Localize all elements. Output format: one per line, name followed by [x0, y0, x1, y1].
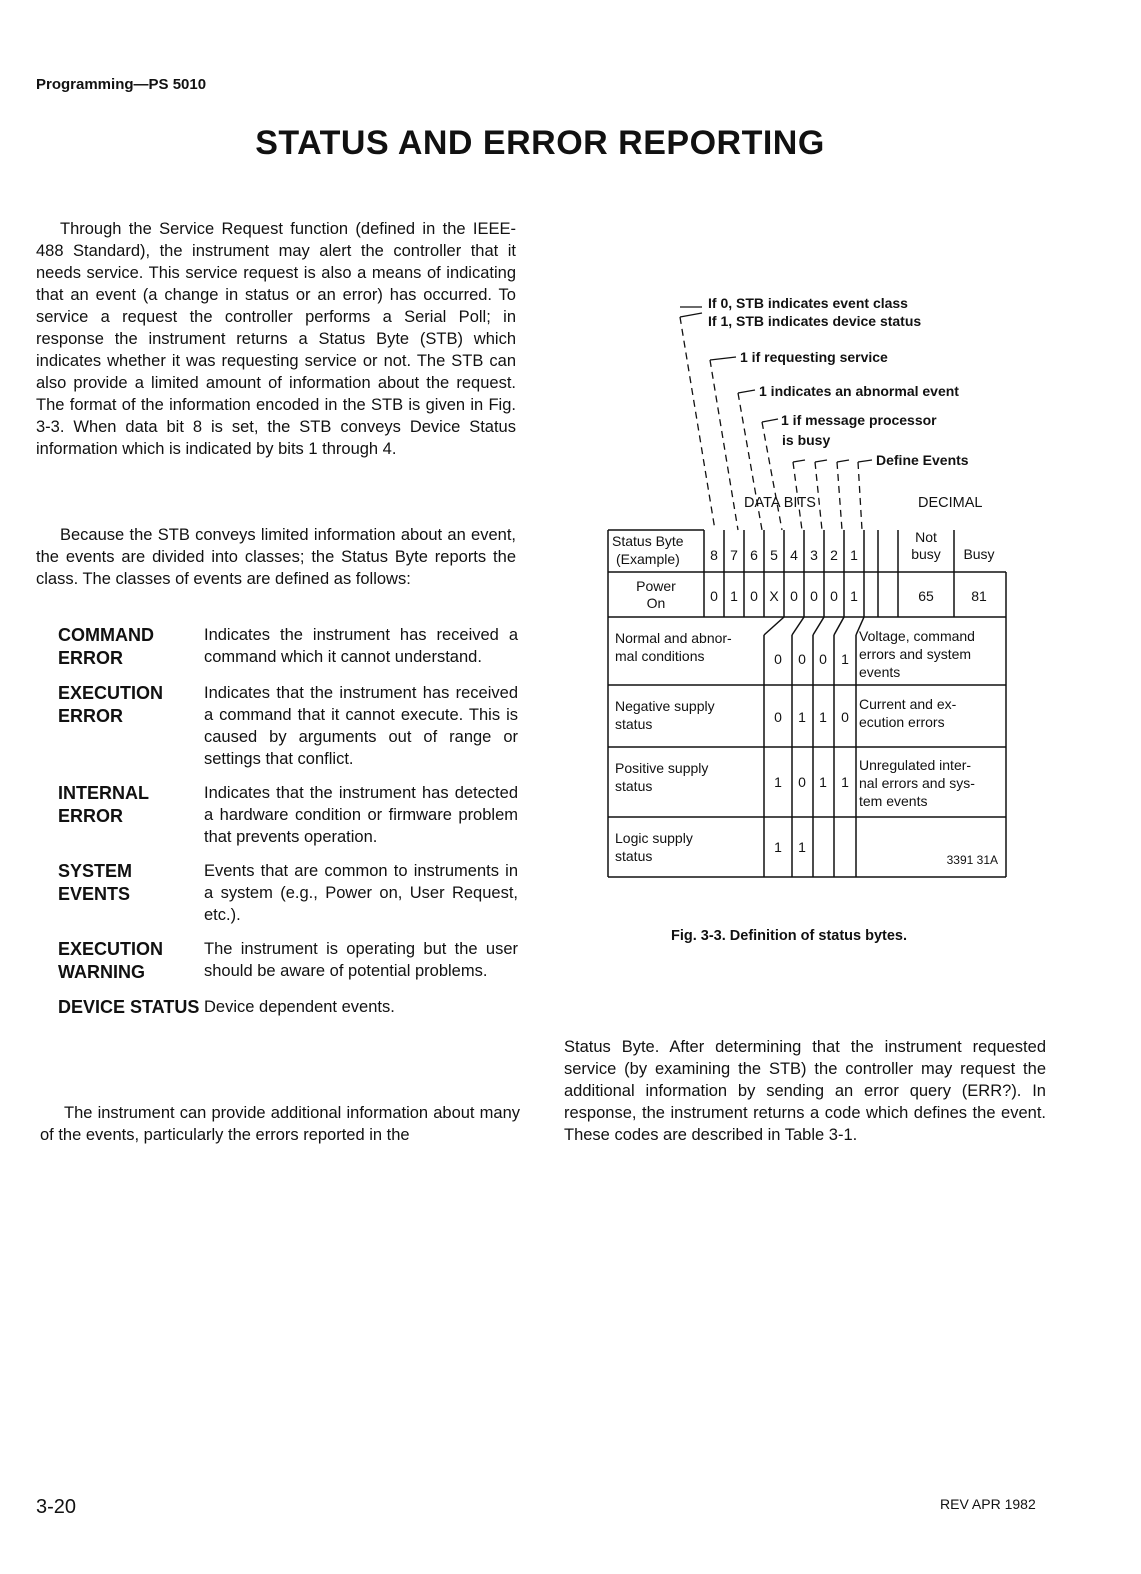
power-bit-5: X — [769, 588, 779, 604]
power-bit-2: 0 — [830, 588, 838, 604]
classes-paragraph: Because the STB conveys limited information about an event, the events are divided into classes; the Status Byte reports the class. The classes of events are defined as follows: — [36, 526, 516, 588]
definition-command-error — [58, 624, 518, 670]
data-bits-label: DATA BITS — [744, 495, 816, 511]
class-label-line: Logic supply — [615, 830, 693, 846]
class-desc-line: Voltage, command — [859, 628, 975, 644]
busy-header: Busy — [963, 546, 995, 562]
class-bit: 1 — [774, 839, 782, 855]
class-label-line: Positive supply — [615, 760, 709, 776]
definition-term: EXECUTION ERROR — [58, 683, 164, 726]
definition-execution-error — [58, 682, 518, 770]
definition-term: COMMAND ERROR — [58, 625, 154, 668]
class-bit: 0 — [798, 774, 806, 790]
class-desc-line: Unregulated inter- — [859, 757, 972, 773]
event-class-row-normal — [615, 628, 975, 680]
not-busy-header-line1: Not — [915, 529, 937, 545]
bit-header-5: 5 — [770, 547, 778, 563]
class-label-line: status — [615, 848, 653, 864]
power-bit-1: 1 — [850, 588, 858, 604]
bit-header-4: 4 — [790, 547, 798, 563]
class-bit: 1 — [819, 774, 827, 790]
power-bit-3: 0 — [810, 588, 818, 604]
power-bit-7: 1 — [730, 588, 738, 604]
definition-execution-warning — [58, 938, 518, 984]
bit5-annotation-line1: 1 if message processor — [781, 412, 937, 428]
definition-desc: The instrument is operating but the user should be aware of potential problems. — [204, 940, 518, 980]
definition-system-events — [58, 860, 518, 926]
definition-desc: Device dependent events. — [204, 998, 395, 1016]
revision-date: REV APR 1982 — [940, 1496, 1036, 1512]
definition-desc: Events that are common to instruments in a system (e.g., Power on, User Request, etc.). — [204, 862, 518, 924]
class-desc-line: ecution errors — [859, 714, 945, 730]
define-events-annotation: Define Events — [876, 452, 969, 468]
class-desc-line: events — [859, 664, 901, 680]
definition-term: EXECUTION WARNING — [58, 939, 164, 982]
decimal-label: DECIMAL — [918, 495, 983, 511]
class-bit: 0 — [798, 651, 806, 667]
intro-paragraph: Through the Service Request function (defined in the IEEE-488 Standard), the instrument may alert the controller that it needs service. This service request is also a means of indicating that an event (a change in status or an error) has occurred. To service a request the controller performs a Serial Poll; in response the instrument returns a Status Byte (STB) which indicates whether it was requesting service or not. The STB can also provide a limited amount of information about the request. The format of the information encoded in the STB is given in Fig. 3-3. When data bit 8 is set, the STB conveys Device Status information which is indicated by bits 1 through 4. — [36, 220, 516, 458]
class-bit: 0 — [774, 651, 782, 667]
error-query-paragraph: Status Byte. After determining that the instrument requested service (by examining the STB) the controller may request the additional information by sending an error query (ERR?). In response, the instrument returns a code which defines the event. These codes are described in Table 3-1. — [564, 1038, 1046, 1144]
power-not-busy-decimal: 65 — [918, 588, 934, 604]
class-label-line: Normal and abnor- — [615, 630, 732, 646]
event-class-row-logic — [615, 830, 998, 867]
power-bit-4: 0 — [790, 588, 798, 604]
class-bit: 1 — [798, 839, 806, 855]
class-bit: 1 — [798, 709, 806, 725]
class-desc-line: errors and system — [859, 646, 972, 662]
figure-caption: Fig. 3-3. Definition of status bytes. — [670, 928, 908, 944]
bit7-annotation: 1 if requesting service — [740, 349, 888, 365]
class-bit: 0 — [841, 709, 849, 725]
class-label-line: status — [615, 716, 653, 732]
not-busy-header-line2: busy — [911, 546, 941, 562]
bit-header-1: 1 — [850, 547, 858, 563]
class-label-line: Negative supply — [615, 698, 715, 714]
class-bit: 1 — [774, 774, 782, 790]
definition-term: SYSTEM EVENTS — [58, 861, 133, 904]
definition-desc: Indicates that the instrument has detected a hardware condition or firmware problem that prevents operation. — [204, 784, 518, 846]
page-number: 3-20 — [36, 1496, 77, 1518]
bit-header-3: 3 — [810, 547, 818, 563]
additional-info-paragraph: The instrument can provide additional information about many of the events, particularly the errors reported in the — [40, 1104, 520, 1144]
class-bit: 1 — [819, 709, 827, 725]
class-desc-line: Current and ex- — [859, 696, 957, 712]
power-bit-6: 0 — [750, 588, 758, 604]
class-bit: 1 — [841, 774, 849, 790]
class-desc-line: tem events — [859, 793, 928, 809]
event-class-definitions — [58, 624, 518, 1031]
class-label-line: status — [615, 778, 653, 794]
definition-term: DEVICE STATUS — [58, 997, 200, 1017]
class-label-line: mal conditions — [615, 648, 705, 664]
bit8-annotation-line1: If 0, STB indicates event class — [708, 295, 908, 311]
class-bit: 1 — [841, 651, 849, 667]
status-byte-figure — [600, 285, 1020, 885]
power-on-label-line1: Power — [636, 578, 676, 594]
event-class-row-positive — [615, 757, 975, 809]
power-on-label-line2: On — [646, 595, 666, 611]
power-bit-8: 0 — [710, 588, 718, 604]
definition-term: INTERNAL ERROR — [58, 783, 149, 826]
bit-header-2: 2 — [830, 547, 838, 563]
bit-header-8: 8 — [710, 547, 718, 563]
definition-internal-error — [58, 782, 518, 848]
definition-desc: Indicates the instrument has received a command which it cannot understand. — [204, 626, 518, 666]
page-title: STATUS AND ERROR REPORTING — [255, 124, 825, 162]
bit-header-6: 6 — [750, 547, 758, 563]
class-bit: 0 — [819, 651, 827, 667]
definition-device-status — [58, 996, 518, 1019]
bit8-annotation-line2: If 1, STB indicates device status — [708, 313, 922, 329]
definition-desc: Indicates that the instrument has received a command that it cannot execute. This is caused by arguments out of range or settings that conflict. — [204, 684, 518, 768]
power-busy-decimal: 81 — [971, 588, 987, 604]
status-byte-diagram — [600, 285, 1020, 885]
status-byte-label-line1: Status Byte — [612, 533, 684, 549]
power-on-row — [636, 578, 987, 611]
event-class-row-negative — [615, 696, 957, 732]
bit-header-7: 7 — [730, 547, 738, 563]
class-desc-line: nal errors and sys- — [859, 775, 975, 791]
bit6-annotation: 1 indicates an abnormal event — [759, 383, 959, 399]
class-bit: 0 — [774, 709, 782, 725]
bit5-annotation-line2: is busy — [782, 432, 831, 448]
figure-code: 3391 31A — [946, 853, 998, 867]
running-header: Programming—PS 5010 — [36, 76, 207, 93]
status-byte-label-line2: (Example) — [616, 551, 680, 567]
